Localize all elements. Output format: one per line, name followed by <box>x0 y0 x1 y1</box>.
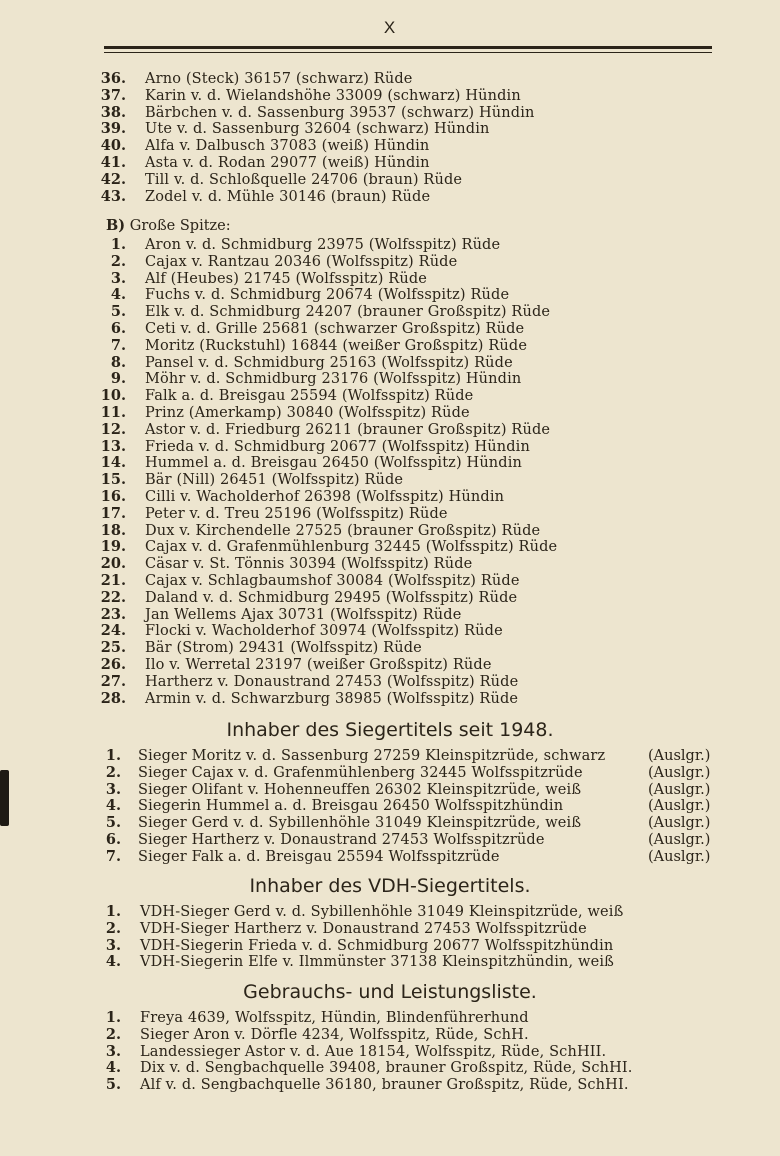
entry-text: Bärbchen v. d. Sassenburg 39537 (schwarz) Hündin <box>145 104 535 121</box>
entry-text: VDH-Siegerin Elfe v. Ilmmünster 37138 Kleinspitzhündin, weiß <box>140 954 614 971</box>
entry-text: Sieger Cajax v. d. Grafenmühlenberg 32445 Wolfsspitzrüde <box>138 764 583 781</box>
entry-note: (Auslgr.) <box>648 781 711 798</box>
entry-text: Siegerin Hummel a. d. Breisgau 26450 Wolfsspitzhündin <box>138 798 564 815</box>
entry-text: Cajax v. Rantzau 20346 (Wolfsspitz) Rüde <box>145 253 458 270</box>
entry-number: 28. <box>100 689 126 707</box>
entry-number: 37. <box>100 86 126 104</box>
entry-note: (Auslgr.) <box>648 815 711 832</box>
entry-note: (Auslgr.) <box>648 848 711 865</box>
entry-text: Karin v. d. Wielandshöhe 33009 (schwarz) Hündin <box>145 87 521 104</box>
entry-number: 41. <box>100 153 126 171</box>
entry-number: 1. <box>110 236 126 253</box>
entry-number: 36. <box>100 70 126 87</box>
heading-siegertitel: Inhaber des Siegertitels seit 1948. <box>226 719 554 741</box>
entry-note: (Auslgr.) <box>648 764 711 781</box>
entry-number: 3. <box>110 269 126 287</box>
entry-text: Pansel v. d. Schmidburg 25163 (Wolfsspitz) Rüde <box>145 354 513 371</box>
entry-number: 4. <box>105 1059 121 1077</box>
entry-text: Sieger Aron v. Dörfle 4234, Wolfsspitz, Rüde, SchH. <box>140 1026 529 1043</box>
entry-number: 27. <box>100 672 126 690</box>
entry-text: Ute v. d. Sassenburg 32604 (schwarz) Hündin <box>145 121 490 138</box>
entry-text: Peter v. d. Treu 25196 (Wolfsspitz) Rüde <box>145 505 448 522</box>
entry-text: Falk a. d. Breisgau 25594 (Wolfsspitz) Rüde <box>145 388 474 405</box>
entry-number: 4. <box>105 953 121 971</box>
entry-number: 39. <box>100 120 126 138</box>
entry-text: Zodel v. d. Mühle 30146 (braun) Rüde <box>145 188 431 205</box>
entry-text: Fuchs v. d. Schmidburg 20674 (Wolfsspitz) Rüde <box>145 287 510 304</box>
entry-number: 2. <box>105 763 121 781</box>
entry-number: 3. <box>105 936 121 954</box>
entry-text: Dix v. d. Sengbachquelle 39408, brauner Großspitz, Rüde, SchHI. <box>140 1060 633 1077</box>
entry-number: 40. <box>100 137 126 155</box>
entry-number: 10. <box>100 387 126 405</box>
entry-text: Astor v. d. Friedburg 26211 (brauner Großspitz) Rüde <box>145 421 551 438</box>
entry-text: Hummel a. d. Breisgau 26450 (Wolfsspitz) Hündin <box>145 455 523 472</box>
entry-number: 6. <box>105 830 121 848</box>
entry-number: 16. <box>100 487 126 505</box>
entry-note: (Auslgr.) <box>648 748 711 764</box>
entry-text: Alf v. d. Sengbachquelle 36180, brauner Großspitz, Rüde, SchHI. <box>140 1077 629 1094</box>
entry-text: Bär (Strom) 29431 (Wolfsspitz) Rüde <box>145 640 422 657</box>
section-letter: B) <box>106 217 126 234</box>
entry-number: 2. <box>105 919 121 937</box>
entry-text: Till v. d. Schloßquelle 24706 (braun) Rüde <box>145 171 463 188</box>
entry-text: Sieger Gerd v. d. Sybillenhöhle 31049 Kleinspitzrüde, weiß <box>138 815 582 832</box>
entry-number: 43. <box>100 187 126 205</box>
entry-number: 5. <box>105 814 121 832</box>
entry-number: 9. <box>110 370 126 388</box>
entry-text: VDH-Sieger Hartherz v. Donaustrand 27453 Wolfsspitzrüde <box>140 920 587 937</box>
entry-number: 8. <box>110 353 126 371</box>
entry-text: Elk v. d. Schmidburg 24207 (brauner Großspitz) Rüde <box>145 304 551 321</box>
entry-number: 19. <box>100 538 126 556</box>
entry-text: Freya 4639, Wolfsspitz, Hündin, Blindenführerhund <box>140 1010 529 1026</box>
entry-number: 2. <box>110 252 126 270</box>
entry-number: 42. <box>100 170 126 188</box>
entry-number: 5. <box>110 303 126 321</box>
entry-number: 13. <box>100 437 126 455</box>
entry-text: Sieger Hartherz v. Donaustrand 27453 Wolfsspitzrüde <box>138 831 545 848</box>
entry-text: Ceti v. d. Grille 25681 (schwarzer Großspitz) Rüde <box>145 320 525 337</box>
entry-text: Ilo v. Werretal 23197 (weißer Großspitz) Rüde <box>145 656 492 673</box>
section-b-heading <box>106 217 231 234</box>
entry-text: Prinz (Amerkamp) 30840 (Wolfsspitz) Rüde <box>145 404 470 421</box>
entry-number: 4. <box>110 286 126 304</box>
entry-number: 12. <box>100 420 126 438</box>
entry-text: Cilli v. Wacholderhof 26398 (Wolfsspitz) Hündin <box>145 488 505 505</box>
section-title: Große Spitze: <box>129 218 231 234</box>
heading-gebrauchsliste: Gebrauchs- und Leistungsliste. <box>243 981 537 1003</box>
entry-text: Cajax v. Schlagbaumshof 30084 (Wolfsspitz) Rüde <box>145 572 520 589</box>
entry-text: VDH-Siegerin Frieda v. d. Schmidburg 20677 Wolfsspitzhündin <box>140 937 614 954</box>
entry-number: 24. <box>100 622 126 640</box>
entry-text: Jan Wellems Ajax 30731 (Wolfsspitz) Rüde <box>145 606 462 623</box>
entry-text: Sieger Falk a. d. Breisgau 25594 Wolfsspitzrüde <box>138 848 500 865</box>
entry-number: 3. <box>105 780 121 798</box>
entry-text: Landessieger Astor v. d. Aue 18154, Wolfsspitz, Rüde, SchHII. <box>140 1043 607 1060</box>
entry-number: 5. <box>105 1076 121 1094</box>
entry-number: 15. <box>100 471 126 489</box>
entry-number: 26. <box>100 655 126 673</box>
entry-number: 18. <box>100 521 126 539</box>
entry-text: Daland v. d. Schmidburg 29495 (Wolfsspitz) Rüde <box>145 589 518 606</box>
entry-text: VDH-Sieger Gerd v. d. Sybillenhöhle 31049 Kleinspitzrüde, weiß <box>140 904 624 920</box>
entry-number: 22. <box>100 588 126 606</box>
entry-number: 7. <box>110 336 126 354</box>
entry-number: 11. <box>100 403 126 421</box>
entry-number: 4. <box>105 797 121 815</box>
entry-number: 25. <box>100 639 126 657</box>
header-rule-thin <box>104 52 712 53</box>
entry-text: Flocki v. Wacholderhof 30974 (Wolfsspitz) Rüde <box>145 623 503 640</box>
entry-number: 1. <box>105 1009 121 1026</box>
entry-text: Arno (Steck) 36157 (schwarz) Rüde <box>145 71 413 87</box>
entry-number: 17. <box>100 504 126 522</box>
entry-note: (Auslgr.) <box>648 831 711 848</box>
heading-vdh-siegertitel: Inhaber des VDH-Siegertitels. <box>249 875 531 897</box>
binding-mark <box>0 770 9 826</box>
entry-text: Moritz (Ruckstuhl) 16844 (weißer Großspitz) Rüde <box>145 337 528 354</box>
entry-text: Aron v. d. Schmidburg 23975 (Wolfsspitz) Rüde <box>145 237 501 253</box>
entry-text: Sieger Moritz v. d. Sassenburg 27259 Kleinspitzrüde, schwarz <box>138 748 606 764</box>
entry-text: Bär (Nill) 26451 (Wolfsspitz) Rüde <box>145 472 404 489</box>
page-number: X <box>383 18 397 37</box>
header-rule <box>104 46 712 49</box>
entry-number: 21. <box>100 571 126 589</box>
entry-text: Möhr v. d. Schmidburg 23176 (Wolfsspitz) Hündin <box>145 371 522 388</box>
entry-number: 1. <box>105 903 121 920</box>
entry-text: Armin v. d. Schwarzburg 38985 (Wolfsspitz) Rüde <box>145 690 519 707</box>
entry-text: Cäsar v. St. Tönnis 30394 (Wolfsspitz) Rüde <box>145 556 473 573</box>
entry-text: Hartherz v. Donaustrand 27453 (Wolfsspitz) Rüde <box>145 673 519 690</box>
entry-text: Alf (Heubes) 21745 (Wolfsspitz) Rüde <box>145 270 427 287</box>
entry-number: 14. <box>100 454 126 472</box>
entry-number: 6. <box>110 319 126 337</box>
entry-number: 2. <box>105 1025 121 1043</box>
entry-number: 3. <box>105 1042 121 1060</box>
entry-number: 1. <box>105 747 121 764</box>
entry-number: 20. <box>100 555 126 573</box>
entry-text: Alfa v. Dalbusch 37083 (weiß) Hündin <box>145 138 430 155</box>
entry-number: 7. <box>105 847 121 865</box>
entry-number: 38. <box>100 103 126 121</box>
entry-text: Asta v. d. Rodan 29077 (weiß) Hündin <box>145 154 430 171</box>
entry-text: Frieda v. d. Schmidburg 20677 (Wolfsspitz) Hündin <box>145 438 530 455</box>
entry-note: (Auslgr.) <box>648 798 711 815</box>
entry-text: Sieger Olifant v. Hohenneuffen 26302 Kleinspitzrüde, weiß <box>138 781 582 798</box>
entry-number: 23. <box>100 605 126 623</box>
entry-text: Dux v. Kirchendelle 27525 (brauner Großspitz) Rüde <box>145 522 541 539</box>
entry-text: Cajax v. d. Grafenmühlenburg 32445 (Wolfsspitz) Rüde <box>145 539 558 556</box>
